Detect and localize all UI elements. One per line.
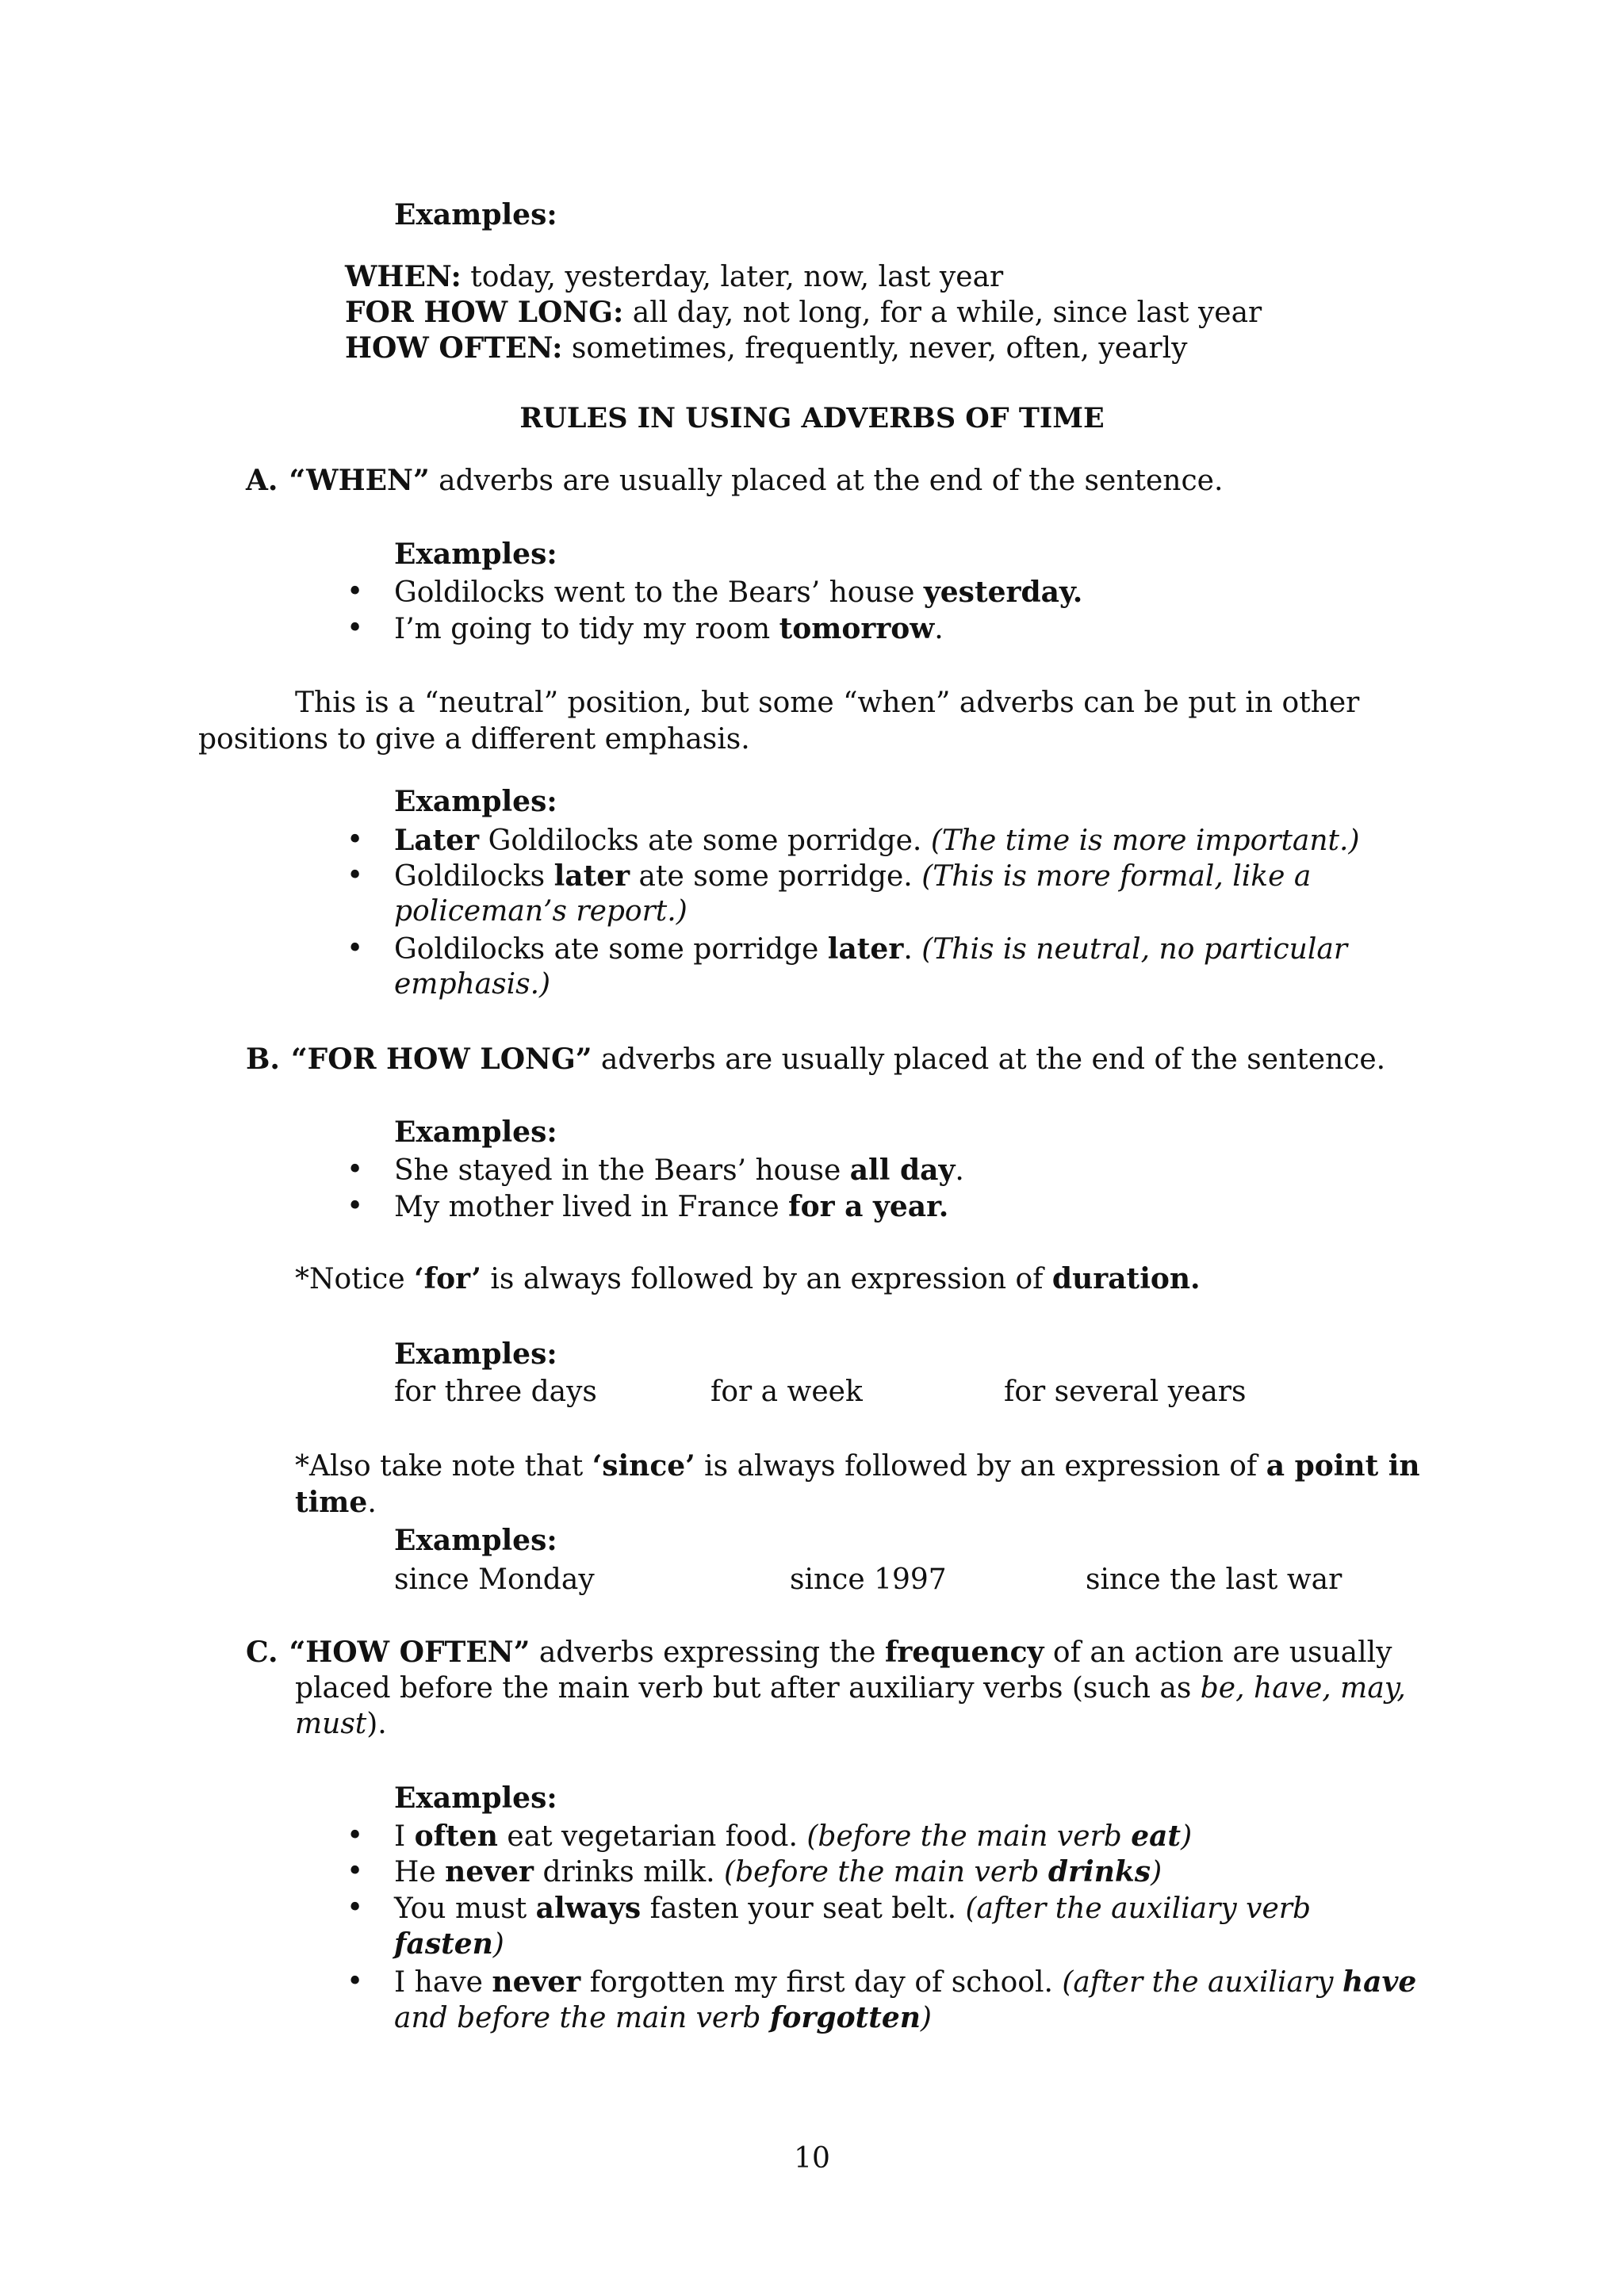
text: He (394, 1856, 446, 1888)
text: Goldilocks (394, 860, 554, 893)
for-how-long-line (345, 294, 1262, 331)
text: . (955, 1154, 964, 1187)
text: I (394, 1820, 415, 1853)
text: fasten your seat belt. (641, 1892, 966, 1925)
section-c-heading (246, 1634, 1392, 1671)
bold-text: often (414, 1820, 498, 1853)
italic-text: (The time is more important.) (930, 825, 1360, 857)
bold-text: for a year. (788, 1190, 949, 1223)
italic-text: (after the auxiliary (1062, 1966, 1342, 1999)
section-a-example-4 (394, 858, 1311, 895)
section-b-examples-label: Examples: (394, 1115, 557, 1149)
when-label: WHEN: (345, 260, 462, 293)
how-often-text: sometimes, frequently, never, often, yearly (562, 332, 1188, 365)
for-how-long-text: all day, not long, for a while, since last year (623, 297, 1262, 329)
italic-text: ) (1181, 1820, 1193, 1853)
text: She stayed in the Bears’ house (394, 1154, 850, 1187)
italic-text: (This is more formal, like a (921, 860, 1312, 893)
bold-text: never (492, 1965, 581, 1999)
section-b-rest: adverbs are usually placed at the end of the sentence. (592, 1043, 1386, 1076)
bold-italic-text: eat (1131, 1820, 1182, 1853)
section-a-example-1 (394, 574, 1082, 611)
section-b-example-1 (394, 1152, 964, 1189)
text: ). (366, 1708, 387, 1740)
bold-text: time (295, 1486, 368, 1519)
section-c-quote: “HOW OFTEN” (289, 1636, 530, 1669)
italic-text: and before the main verb (394, 2002, 770, 2034)
section-b-note-2 (295, 1448, 1420, 1485)
text: is always followed by an expression of (481, 1263, 1052, 1295)
section-c-example-3-cont (394, 1926, 504, 1963)
text: *Notice (295, 1263, 415, 1295)
section-a-example-2 (394, 610, 944, 648)
page-number: 10 (794, 2142, 830, 2175)
section-c-letter: C. (246, 1636, 278, 1669)
bold-text: never (445, 1855, 534, 1888)
italic-text: (This is neutral, no particular (921, 933, 1348, 966)
top-examples-label: Examples: (394, 198, 557, 232)
bold-text: Later (394, 824, 480, 857)
text: eat vegetarian food. (497, 1820, 807, 1853)
when-text: today, yesterday, later, now, last year (461, 261, 1004, 293)
text: I have (394, 1966, 492, 1999)
section-c-example-4-cont (394, 1999, 932, 2037)
bold-text: always (535, 1892, 642, 1925)
text: Goldilocks ate some porridge. (479, 825, 931, 857)
section-a-examples-label: Examples: (394, 538, 557, 571)
for-example-2: for a week (710, 1376, 863, 1408)
section-a-examples2-label: Examples: (394, 785, 557, 818)
section-c-line-3 (295, 1706, 387, 1743)
italic-text: (before the main verb (806, 1820, 1132, 1853)
section-a-quote: “WHEN” (289, 464, 430, 497)
how-often-label: HOW OFTEN: (345, 331, 563, 365)
section-a-example-5-cont: emphasis.) (394, 968, 551, 1001)
section-b-note-1 (295, 1261, 1201, 1298)
text: adverbs expressing the (530, 1636, 885, 1669)
italic-text: (before the main verb (724, 1856, 1048, 1888)
section-a-paragraph-line-2: positions to give a different emphasis. (198, 723, 750, 756)
text: ate some porridge. (630, 860, 922, 893)
text: Goldilocks went to the Bears’ house (394, 576, 924, 609)
text: drinks milk. (534, 1856, 725, 1888)
section-a-heading (246, 462, 1223, 499)
italic-text: ) (1151, 1856, 1162, 1888)
section-c-example-4 (394, 1964, 1416, 2001)
section-b-examples2-label: Examples: (394, 1337, 557, 1371)
bold-italic-text: drinks (1048, 1855, 1151, 1888)
section-c-example-1 (394, 1818, 1192, 1855)
since-example-3: since the last war (1086, 1563, 1342, 1596)
italic-text: be, have, may, (1200, 1672, 1406, 1705)
italic-text: ) (920, 2002, 932, 2034)
section-c-examples-label: Examples: (394, 1781, 557, 1815)
section-b-heading (246, 1041, 1385, 1078)
section-b-letter: B. (246, 1043, 280, 1076)
section-a-letter: A. (246, 464, 278, 497)
bold-text: ‘since’ (592, 1449, 695, 1483)
text: You must (394, 1892, 536, 1925)
text: . (903, 933, 922, 966)
for-example-3: for several years (1004, 1376, 1247, 1408)
rules-heading: RULES IN USING ADVERBS OF TIME (519, 402, 1105, 434)
section-b-quote: “FOR HOW LONG” (290, 1043, 592, 1076)
text: . (367, 1487, 377, 1519)
text: *Also take note that (295, 1450, 592, 1483)
bold-text: duration. (1051, 1262, 1201, 1295)
bold-text: tomorrow (779, 612, 935, 645)
bold-text: all day (849, 1154, 956, 1187)
italic-text: ) (492, 1928, 504, 1961)
text: My mother lived in France (394, 1191, 789, 1223)
when-line (345, 258, 1003, 296)
bold-text: ‘for’ (414, 1262, 481, 1295)
section-b-example-2 (394, 1188, 948, 1226)
text: placed before the main verb but after auxiliary verbs (such as (295, 1672, 1201, 1705)
section-a-rest: adverbs are usually placed at the end of the sentence. (429, 465, 1224, 497)
bold-text: later (827, 932, 904, 966)
bold-text: frequency (884, 1636, 1044, 1669)
text: is always followed by an expression of (695, 1450, 1266, 1483)
bold-text: later (553, 859, 630, 893)
bold-italic-text: forgotten (769, 2001, 921, 2034)
text: of an action are usually (1044, 1636, 1392, 1669)
for-how-long-label: FOR HOW LONG: (345, 296, 624, 329)
bold-text: a point in (1266, 1449, 1420, 1483)
bold-italic-text: fasten (394, 1927, 493, 1961)
section-a-example-5 (394, 931, 1347, 968)
section-c-line-2 (295, 1670, 1406, 1707)
since-example-2: since 1997 (790, 1563, 947, 1596)
text: forgotten my first day of school. (580, 1966, 1063, 1999)
text: . (934, 613, 944, 645)
text: I’m going to tidy my room (394, 613, 779, 645)
section-c-example-3 (394, 1890, 1311, 1927)
section-b-note-2-cont (295, 1484, 377, 1521)
text: Goldilocks ate some porridge (394, 933, 828, 966)
italic-text: must (295, 1708, 367, 1740)
section-a-example-4-cont: policeman’s report.) (394, 895, 688, 928)
since-example-1: since Monday (394, 1563, 595, 1596)
how-often-line (345, 330, 1188, 367)
italic-text: (after the auxiliary verb (965, 1892, 1311, 1925)
section-a-paragraph-line-1: This is a “neutral” position, but some “when” adverbs can be put in other (295, 687, 1360, 719)
section-a-example-3 (394, 822, 1360, 859)
for-example-1: for three days (394, 1376, 597, 1408)
section-c-example-2 (394, 1854, 1162, 1891)
bold-italic-text: have (1342, 1965, 1417, 1999)
bold-text: yesterday. (923, 576, 1083, 609)
section-b-examples3-label: Examples: (394, 1524, 557, 1557)
